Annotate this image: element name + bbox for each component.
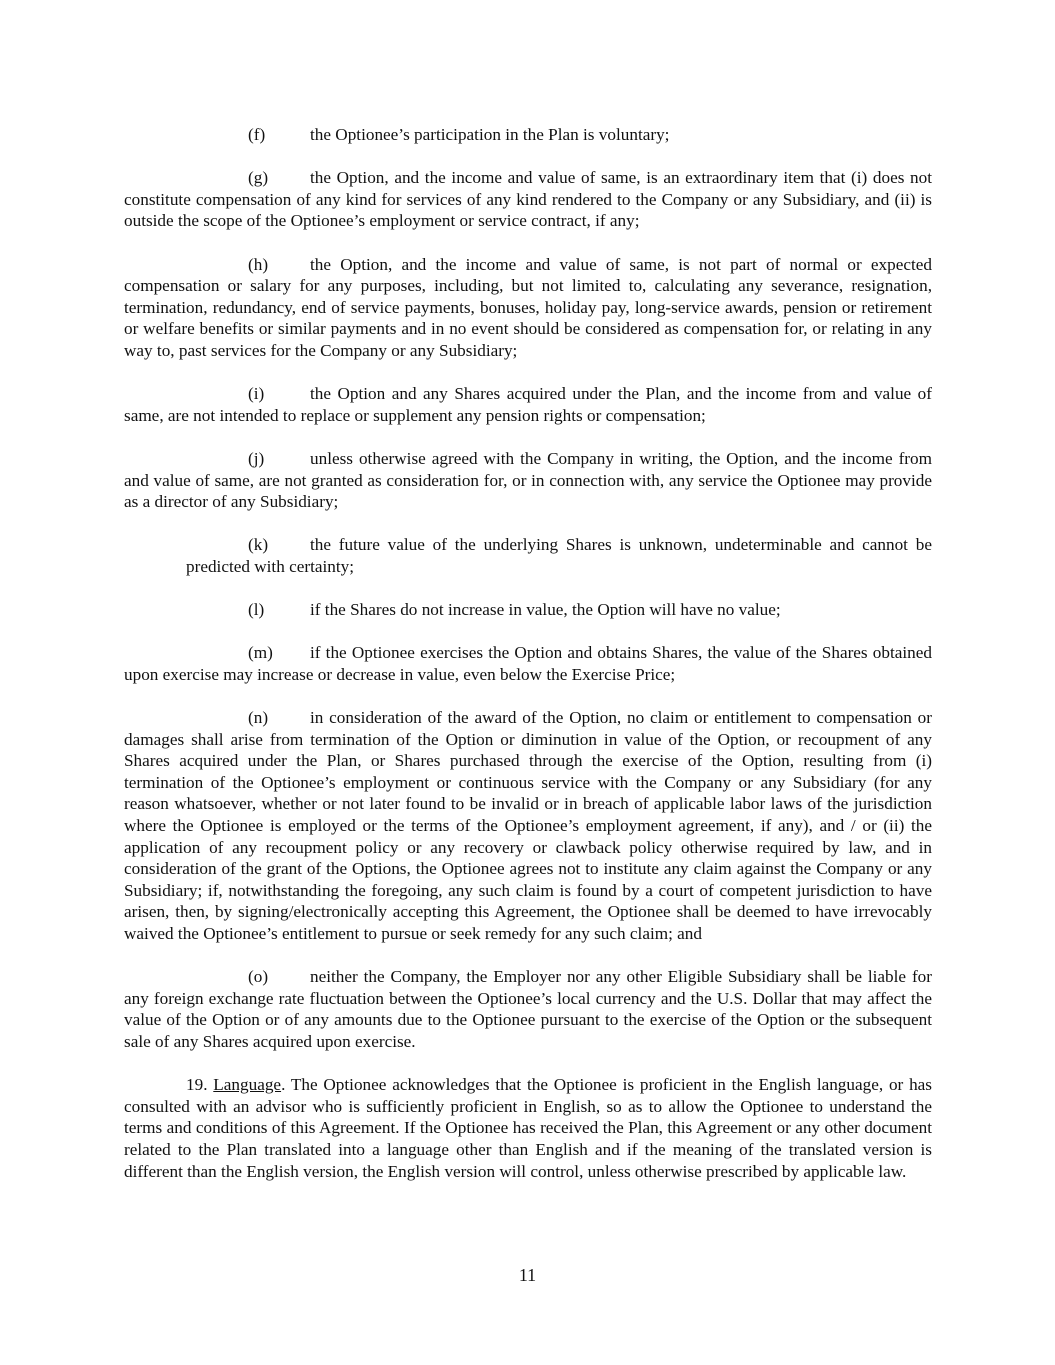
item-label: (o)	[248, 967, 269, 987]
list-item-o	[124, 966, 932, 1052]
document-body	[124, 124, 932, 1204]
item-label: (m)	[248, 643, 273, 663]
item-text: the Option, and the income and value of same, is not part of normal or expected compensation or salary for any purposes, including, but not limited to, calculating any severance, resignation, termination, redundancy, end of service payments, bonuses, holiday pay, long-service awards, pension or retirement or welfare benefits or similar payments and in no event should be considered as compensation for, or relating in any way to, past services for the Company or any Subsidiary;	[124, 254, 932, 360]
page-number: 11	[518, 1265, 537, 1285]
section-19-language	[124, 1074, 932, 1182]
item-label: (n)	[248, 708, 269, 728]
item-text: the future value of the underlying Shares is unknown, undeterminable and cannot be predicted with certainty;	[186, 535, 932, 576]
item-text: the Optionee’s participation in the Plan is voluntary;	[310, 125, 670, 144]
item-text: if the Shares do not increase in value, the Option will have no value;	[310, 600, 781, 620]
list-item-g	[124, 167, 932, 232]
item-label: (h)	[248, 254, 269, 274]
list-item-l	[124, 599, 932, 621]
list-item-f	[124, 124, 932, 146]
section-number: 19.	[186, 1075, 208, 1095]
item-label: (i)	[248, 384, 265, 404]
item-label: (j)	[248, 448, 265, 468]
list-item-k	[186, 534, 932, 577]
item-label: (f)	[248, 125, 266, 144]
list-item-n	[124, 707, 932, 945]
item-text: in consideration of the award of the Option, no claim or entitlement to compensation or damages shall arise from termination of the Option or diminution in value of the Option, or recoupment of any Shares acquired under the Plan, or Shares purchased through the exercise of the Option, resulting from (i) termination of the Optionee’s employment or continuous service with the Company or any Subsidiary (for any reason whatsoever, whether or not later found to be invalid or in breach of applicable labor laws of the jurisdiction where the Optionee is employed or the terms of the Optionee’s employment agreement, if any), and / or (ii) the application of any recoupment policy or any recovery or clawback policy otherwise required by law, and in consideration of the grant of the Options, the Optionee agrees not to institute any claim against the Company or any Subsidiary; if, notwithstanding the foregoing, any such claim is found by a court of competent jurisdiction to have arisen, then, by signing/electronically accepting this Agreement, the Optionee shall be deemed to have irrevocably waived the Optionee’s entitlement to pursue or seek remedy for any such claim; and	[124, 708, 932, 943]
item-text: the Option, and the income and value of same, is an extraordinary item that (i) does not constitute compensation of any kind for services of any kind rendered to the Company or any Subsidiary, and (ii) is outside the scope of the Optionee’s employment or service contract, if any;	[124, 168, 932, 231]
list-item-h	[124, 254, 932, 362]
item-text: if the Optionee exercises the Option and obtains Shares, the value of the Shares obtained upon exercise may increase or decrease in value, even below the Exercise Price;	[124, 643, 932, 684]
list-item-i	[124, 383, 932, 426]
section-text: . The Optionee acknowledges that the Optionee is proficient in the English language, or has consulted with an advisor who is sufficiently proficient in English, so as to allow the Optionee to understand the terms and conditions of this Agreement. If the Optionee has received the Plan, this Agreement or any other document related to the Plan translated into a language other than English and if the meaning of the translated version is different than the English version, the English version will control, unless otherwise prescribed by applicable law.	[124, 1075, 932, 1181]
item-label: (g)	[248, 168, 269, 188]
item-label: (l)	[248, 600, 265, 620]
list-item-j	[124, 448, 932, 513]
item-text: unless otherwise agreed with the Company in writing, the Option, and the income from and value of same, are not granted as consideration for, or in connection with, any service the Optionee may provide as a director of any Subsidiary;	[124, 448, 932, 512]
item-label: (k)	[248, 535, 269, 555]
item-text: neither the Company, the Employer nor any other Eligible Subsidiary shall be liable for any foreign exchange rate fluctuation between the Optionee’s local currency and the U.S. Dollar that may affect the value of the Option or of any amounts due to the Optionee pursuant to the exercise of the Option or the subsequent sale of any Shares acquired upon exercise.	[124, 967, 932, 1051]
item-text: the Option and any Shares acquired under the Plan, and the income from and value of same, are not intended to replace or supplement any pension rights or compensation;	[124, 384, 932, 425]
section-heading: Language	[213, 1075, 282, 1095]
list-item-m	[124, 642, 932, 685]
